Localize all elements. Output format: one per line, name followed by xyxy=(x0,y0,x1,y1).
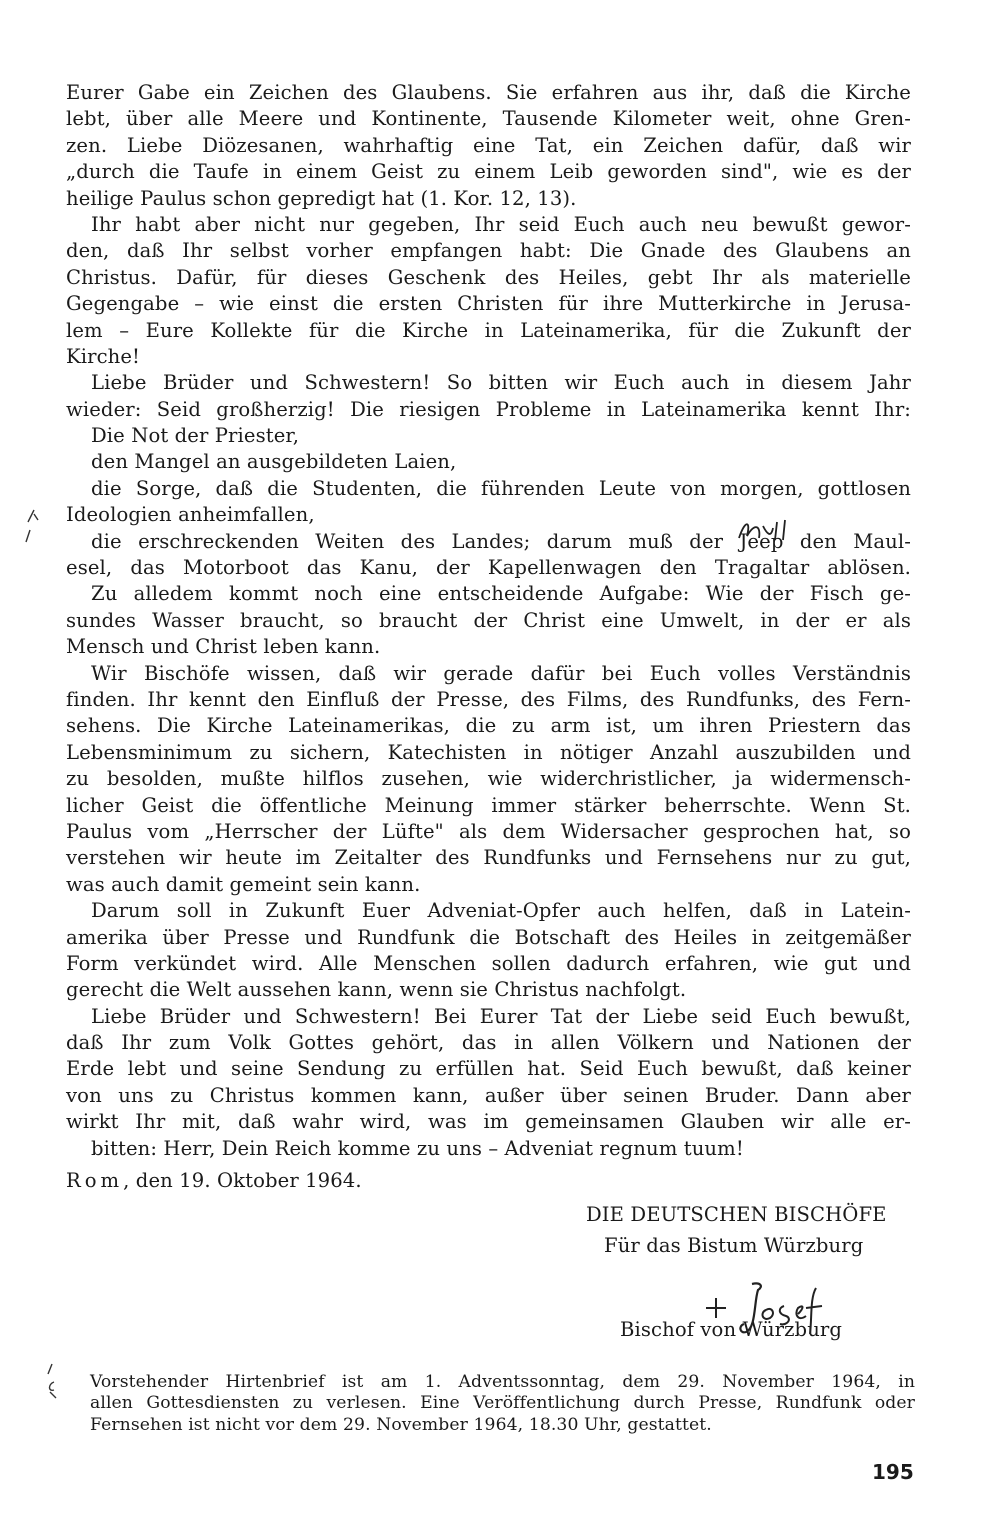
text-line: wieder: Seid großherzig! Die riesigen Probleme in Lateinamerika kennt Ihr: xyxy=(66,397,911,421)
closing-org: DIE DEUTSCHEN BISCHÖFE xyxy=(586,1203,887,1227)
text-line: bitten: Herr, Dein Reich komme zu uns – Adveniat regnum tuum! xyxy=(91,1136,744,1160)
text-line: zen. Liebe Diözesanen, wahrhaftig eine Tat, ein Zeichen dafür, daß wir xyxy=(66,133,911,157)
footnote-line: Vorstehender Hirtenbrief ist am 1. Adventssonntag, dem 29. November 1964, in xyxy=(90,1372,915,1392)
text-line: Die Not der Priester, xyxy=(91,424,300,448)
text-line: den Mangel an ausgebildeten Laien, xyxy=(91,450,457,474)
text-line: den, daß Ihr selbst vorher empfangen habt: Die Gnade des Glaubens an xyxy=(66,239,911,263)
signature-josef xyxy=(700,1278,830,1346)
text-line: die erschreckenden Weiten des Landes; darum muß der Jeep den Maul- xyxy=(91,529,911,553)
text-line: gerecht die Welt aussehen kann, wenn sie Christus nachfolgt. xyxy=(66,978,687,1002)
text-line: die Sorge, daß die Studenten, die führenden Leute von morgen, gottlosen xyxy=(91,476,911,500)
text-line: daß Ihr zum Volk Gottes gehört, das in allen Völkern und Nationen der xyxy=(66,1031,911,1055)
closing-title: Bischof von Würzburg xyxy=(620,1318,843,1342)
text-line: Eurer Gabe ein Zeichen des Glaubens. Sie erfahren aus ihr, daß die Kirche xyxy=(66,81,911,104)
date-line xyxy=(66,1168,911,1194)
text-line: verstehen wir heute im Zeitalter des Rundfunks und Fernsehens nur zu gut, xyxy=(66,846,911,870)
text-line: was auch damit gemeint sein kann. xyxy=(66,872,421,896)
date-place: Rom xyxy=(66,1169,124,1193)
text-line: Paulus vom „Herrscher der Lüfte" als dem Widersacher gesprochen hat, so xyxy=(66,819,911,843)
text-line: Liebe Brüder und Schwestern! Bei Eurer Tat der Liebe seid Euch bewußt, xyxy=(91,1004,911,1028)
text-line: Lebensminimum zu sichern, Katechisten in nötiger Anzahl auszubilden und xyxy=(66,740,911,764)
text-line: Ihr habt aber nicht nur gegeben, Ihr seid Euch auch neu bewußt gewor- xyxy=(91,212,911,236)
text-line: amerika über Presse und Rundfunk die Botschaft des Heiles in zeitgemäßer xyxy=(66,925,911,949)
text-line: sundes Wasser braucht, so braucht der Christ eine Umwelt, in der er als xyxy=(66,608,911,632)
text-line: licher Geist die öffentliche Meinung immer stärker beherrschte. Wenn St. xyxy=(66,793,911,817)
text-line: Form verkündet wird. Alle Menschen sollen dadurch erfahren, wie gut und xyxy=(66,951,911,975)
date-text: , den 19. Oktober 1964. xyxy=(123,1169,362,1193)
text-line: Christus. Dafür, für dieses Geschenk des Heiles, gebt Ihr als materielle xyxy=(66,265,911,289)
margin-annotation-mark-footnote xyxy=(42,1362,62,1406)
text-line: lebt, über alle Meere und Kontinente, Tausende Kilometer weit, ohne Gren- xyxy=(66,107,911,131)
handwritten-initials xyxy=(735,516,795,550)
footnote-line: allen Gottesdiensten zu verlesen. Eine Veröffentlichung durch Presse, Rundfunk oder xyxy=(90,1393,915,1414)
closing-diocese: Für das Bistum Würzburg xyxy=(604,1233,864,1257)
text-line: Wir Bischöfe wissen, daß wir gerade dafür bei Euch volles Verständnis xyxy=(91,661,911,685)
text-line: „durch die Taufe in einem Geist zu einem Leib geworden sind", wie es der xyxy=(66,160,911,184)
page-number: 195 xyxy=(872,1460,914,1484)
footnote-line: Fernsehen ist nicht vor dem 29. November 1964, 18.30 Uhr, gestattet. xyxy=(90,1414,712,1435)
text-line: Ideologien anheimfallen, xyxy=(66,503,315,527)
text-line: Erde lebt und seine Sendung zu erfüllen hat. Seid Euch bewußt, daß keiner xyxy=(66,1057,911,1081)
text-line: esel, das Motorboot das Kanu, der Kapellenwagen den Tragaltar ablösen. xyxy=(66,556,911,580)
text-line: Darum soll in Zukunft Euer Adveniat-Opfer auch helfen, daß in Latein- xyxy=(91,899,911,923)
text-line: Zu alledem kommt noch eine entscheidende Aufgabe: Wie der Fisch ge- xyxy=(91,582,911,606)
text-line: finden. Ihr kennt den Einfluß der Presse, des Films, des Rundfunks, des Fern- xyxy=(66,687,911,711)
text-line: Kirche! xyxy=(66,344,141,368)
footnote xyxy=(90,1372,915,1436)
text-line: wirkt Ihr mit, daß wahr wird, was im gemeinsamen Glauben wir alle er- xyxy=(66,1110,911,1134)
margin-annotation-mark xyxy=(20,508,44,552)
letter-body xyxy=(66,80,911,1344)
text-line: lem – Eure Kollekte für die Kirche in Lateinamerika, für die Zukunft der xyxy=(66,318,911,342)
text-line: Liebe Brüder und Schwestern! So bitten wir Euch auch in diesem Jahr xyxy=(91,371,911,395)
text-line: zu besolden, mußte hilflos zusehen, wie widerchristlicher, ja widermensch- xyxy=(66,767,911,791)
text-line: von uns zu Christus kommen kann, außer über seinen Bruder. Dann aber xyxy=(66,1083,911,1107)
text-line: Mensch und Christ leben kann. xyxy=(66,635,381,659)
text-line: sehens. Die Kirche Lateinamerikas, die zu arm ist, um ihren Priestern das xyxy=(66,714,911,738)
text-line: Gegengabe – wie einst die ersten Christen für ihre Mutterkirche in Jerusa- xyxy=(66,292,911,316)
text-line: heilige Paulus schon gepredigt hat (1. Kor. 12, 13). xyxy=(66,186,577,210)
